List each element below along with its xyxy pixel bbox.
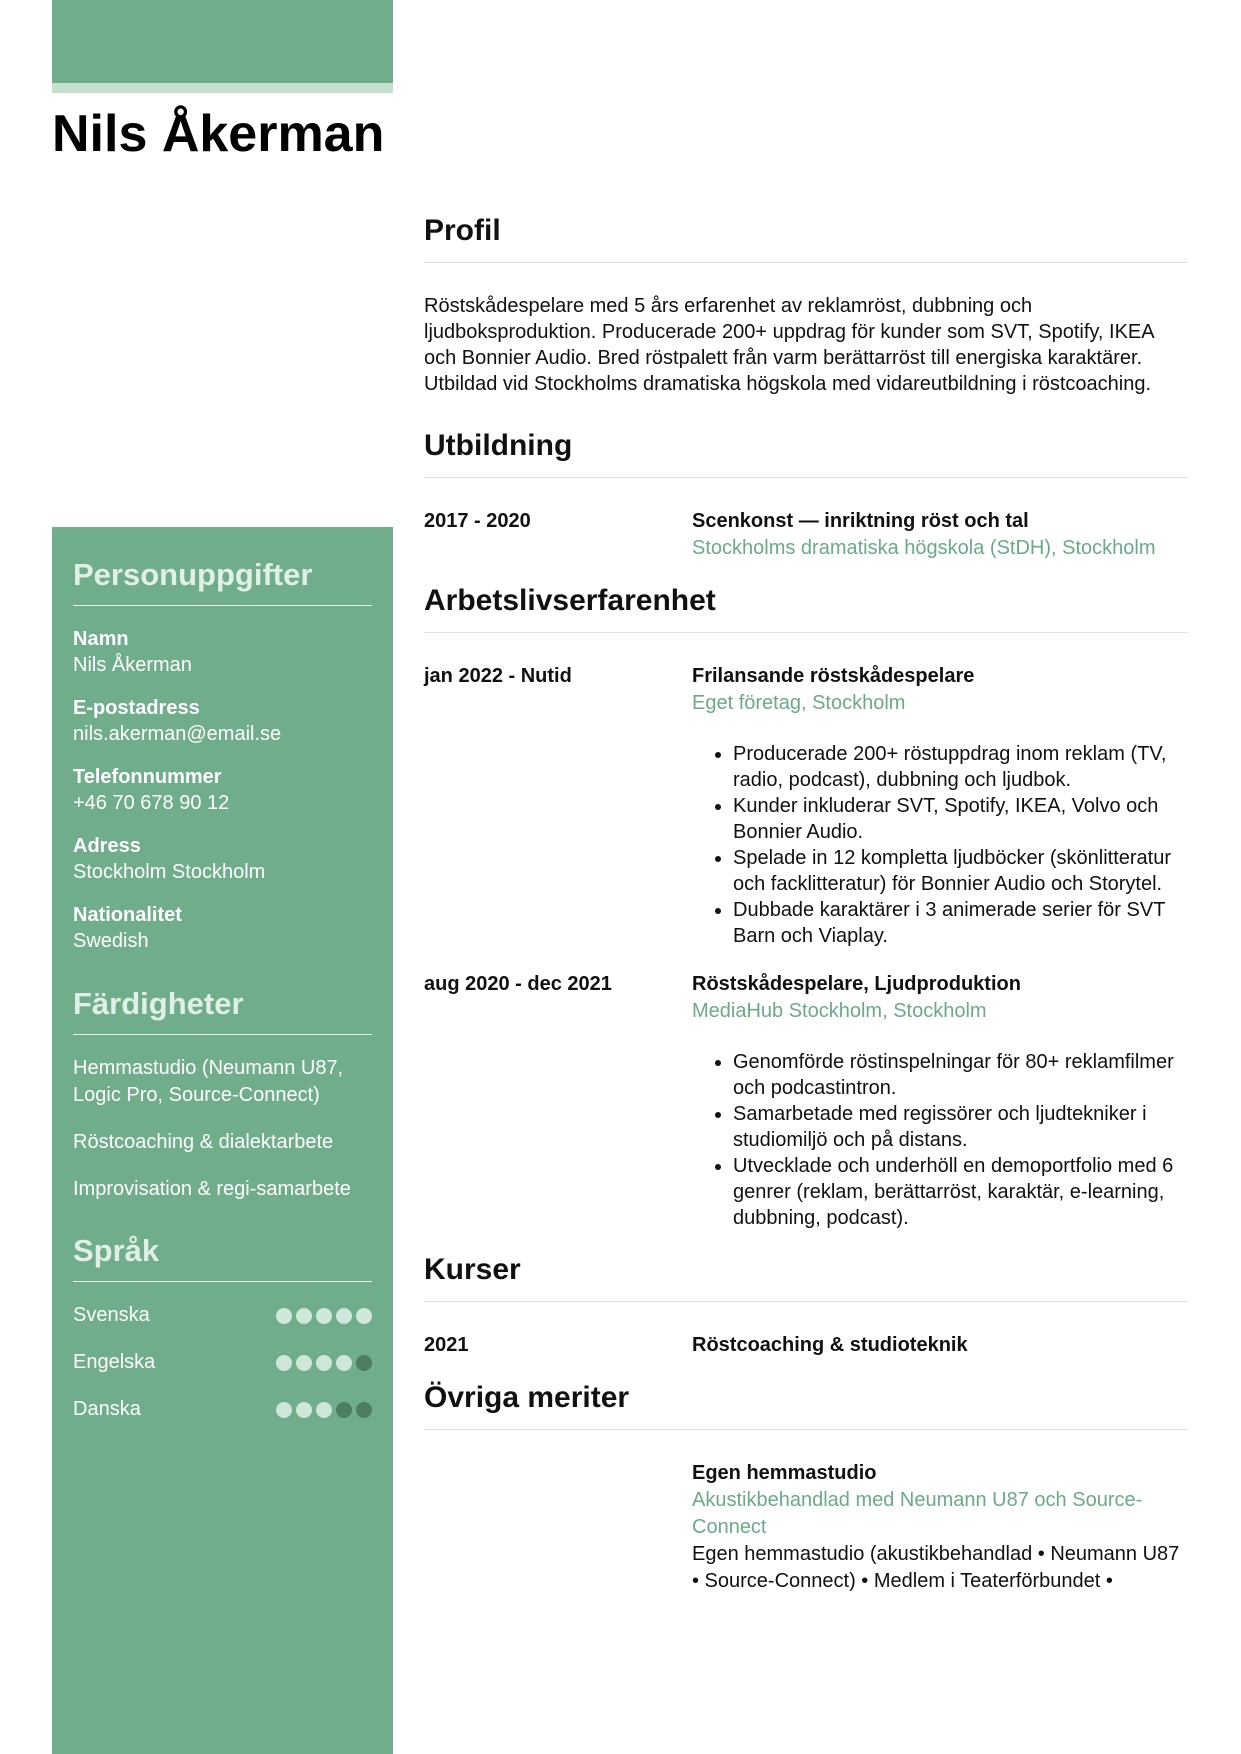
level-dot-filled — [336, 1308, 352, 1324]
other-merits-heading: Övriga meriter — [424, 1381, 1188, 1430]
entry-org: Stockholms dramatiska högskola (StDH), Stockholm — [692, 537, 1156, 559]
language-name: Danska — [73, 1398, 141, 1420]
info-item-nationality — [73, 902, 372, 954]
languages-heading: Språk — [73, 1233, 372, 1282]
entry-title: Röstcoaching & studioteknik — [692, 1334, 968, 1356]
profile-text: Röstskådespelare med 5 års erfarenhet av reklamröst, dubbning och ljudboksproduktion. Producerade 200+ uppdrag för kunder som SVT, Spotify, IKEA och Bonnier Audio. Bred röstpalett från varm berättarröst till energiska karaktärer. Utbildad vid Stockholms dramatiska högskola med vidareutbildning i röstcoaching. — [424, 295, 1154, 395]
header-accent-stripe — [52, 83, 393, 93]
entry-org: Eget företag, Stockholm — [692, 692, 906, 714]
entry-title: Frilansande röstskådespelare — [692, 665, 975, 687]
bullet-item: • Kunder inkluderar SVT, Spotify, IKEA, Volvo och Bonnier Audio. — [733, 793, 1188, 845]
profile-heading: Profil — [424, 214, 1188, 263]
language-row — [73, 1349, 372, 1376]
level-dot-filled — [296, 1308, 312, 1324]
entry-date: jan 2022 - Nutid — [424, 665, 572, 687]
info-label: Nationalitet — [73, 904, 182, 926]
entry-org: MediaHub Stockholm, Stockholm — [692, 1000, 987, 1022]
info-value: +46 70 678 90 12 — [73, 792, 230, 814]
bullet-item: • Genomförde röstinspelningar för 80+ reklamfilmer och podcastintron. — [733, 1049, 1188, 1101]
language-name: Engelska — [73, 1351, 156, 1373]
skill-item: Hemmastudio (Neumann U87, Logic Pro, Source-Connect) — [73, 1057, 344, 1106]
course-entry — [424, 1332, 1188, 1359]
skill-item: Improvisation & regi-samarbete — [73, 1178, 351, 1200]
language-row — [73, 1396, 372, 1423]
level-dot-filled — [296, 1402, 312, 1418]
main-content — [424, 214, 1188, 1617]
level-dot-filled — [316, 1355, 332, 1371]
entry-date: 2021 — [424, 1334, 469, 1356]
info-label: Adress — [73, 835, 141, 857]
level-dot-empty — [356, 1355, 372, 1371]
entry-body — [692, 971, 1188, 1231]
info-item-address — [73, 833, 372, 885]
level-dot-filled — [296, 1355, 312, 1371]
education-entry — [424, 508, 1188, 562]
bullet-list — [692, 741, 1188, 949]
work-entry — [424, 663, 1188, 949]
bullet-item: • Spelade in 12 kompletta ljudböcker (skönlitteratur och facklitteratur) för Bonnier Audio och Storytel. — [733, 845, 1188, 897]
level-dot-empty — [356, 1402, 372, 1418]
entry-text: Egen hemmastudio (akustikbehandlad • Neumann U87 • Source-Connect) • Medlem i Teaterförbundet • — [692, 1543, 1180, 1592]
work-entry — [424, 971, 1188, 1231]
sidebar — [52, 527, 393, 1754]
info-label: Namn — [73, 628, 129, 650]
skills-section — [73, 986, 372, 1203]
info-value: Nils Åkerman — [73, 654, 192, 676]
bullet-item: • Utvecklade och underhöll en demoportfolio med 6 genrer (reklam, berättarröst, karaktär, e-learning, dubbning, podcast). — [733, 1153, 1188, 1231]
education-heading: Utbildning — [424, 429, 1188, 478]
candidate-name: Nils Åkerman — [52, 105, 385, 163]
bullet-item: • Dubbade karaktärer i 3 animerade serier för SVT Barn och Viaplay. — [733, 897, 1188, 949]
info-item-phone — [73, 764, 372, 816]
entry-title: Röstskådespelare, Ljudproduktion — [692, 973, 1021, 995]
info-value: Swedish — [73, 930, 149, 952]
entry-date: 2017 - 2020 — [424, 510, 531, 532]
level-dot-filled — [336, 1355, 352, 1371]
level-dot-filled — [276, 1402, 292, 1418]
entry-org: Akustikbehandlad med Neumann U87 och Source-Connect — [692, 1489, 1143, 1538]
bullet-item: • Samarbetade med regissörer och ljudtekniker i studiomiljö och på distans. — [733, 1101, 1188, 1153]
language-level-dots — [276, 1355, 372, 1371]
level-dot-filled — [276, 1308, 292, 1324]
bullet-list — [692, 1049, 1188, 1231]
language-level-dots — [276, 1308, 372, 1324]
entry-title: Egen hemmastudio — [692, 1462, 877, 1484]
entry-body — [692, 508, 1188, 562]
languages-section — [73, 1233, 372, 1423]
level-dot-filled — [356, 1308, 372, 1324]
info-value: Stockholm Stockholm — [73, 861, 266, 883]
info-item-email — [73, 695, 372, 747]
level-dot-empty — [336, 1402, 352, 1418]
courses-heading: Kurser — [424, 1253, 1188, 1302]
info-value: nils.akerman@email.se — [73, 723, 282, 745]
level-dot-filled — [276, 1355, 292, 1371]
entry-date — [424, 1460, 692, 1595]
skills-heading: Färdigheter — [73, 986, 372, 1035]
header-accent-bar — [52, 0, 393, 83]
info-item-name — [73, 626, 372, 678]
entry-body — [692, 1332, 1188, 1359]
info-label: E-postadress — [73, 697, 200, 719]
entry-title: Scenkonst — inriktning röst och tal — [692, 510, 1029, 532]
work-heading: Arbetslivserfarenhet — [424, 584, 1188, 633]
language-row — [73, 1302, 372, 1329]
personal-heading: Personuppgifter — [73, 557, 372, 606]
language-name: Svenska — [73, 1304, 150, 1326]
skill-item: Röstcoaching & dialektarbete — [73, 1131, 334, 1153]
entry-date: aug 2020 - dec 2021 — [424, 973, 612, 995]
personal-info-list — [73, 626, 372, 954]
entry-body — [692, 663, 1188, 949]
info-label: Telefonnummer — [73, 766, 222, 788]
merit-entry — [424, 1460, 1188, 1595]
entry-body — [692, 1460, 1188, 1595]
level-dot-filled — [316, 1402, 332, 1418]
bullet-item: • Producerade 200+ röstuppdrag inom reklam (TV, radio, podcast), dubbning och ljudbok. — [733, 741, 1188, 793]
language-level-dots — [276, 1402, 372, 1418]
level-dot-filled — [316, 1308, 332, 1324]
